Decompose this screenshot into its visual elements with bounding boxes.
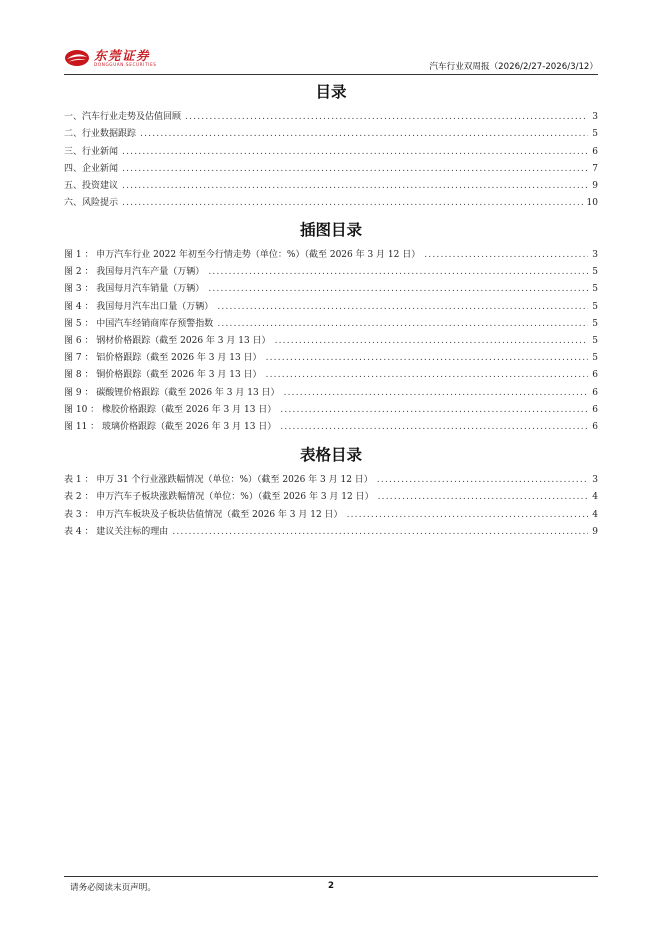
figure-entry-label: 图 11 ： 玻璃价格跟踪（截至 2026 年 3 月 13 日） xyxy=(64,421,277,432)
figure-entry[interactable] xyxy=(64,264,598,281)
toc-entry-label: 五、投资建议 xyxy=(64,181,119,192)
toc-entry[interactable] xyxy=(64,126,598,143)
toc-entry[interactable] xyxy=(64,178,598,195)
dot-leader xyxy=(172,527,588,537)
dot-leader xyxy=(424,250,588,260)
dot-leader xyxy=(208,267,588,277)
dot-leader xyxy=(266,353,589,363)
figure-entry[interactable] xyxy=(64,350,598,367)
toc-entry-page: 9 xyxy=(592,181,598,192)
figure-entry-label: 图 9 ： 碳酸锂价格跟踪（截至 2026 年 3 月 13 日） xyxy=(64,387,280,398)
dot-leader xyxy=(208,284,588,294)
figure-entry[interactable] xyxy=(64,419,598,436)
figure-entry-page: 5 xyxy=(592,353,598,364)
company-logo xyxy=(64,46,156,70)
figure-entry[interactable] xyxy=(64,402,598,419)
dot-leader xyxy=(122,181,588,191)
figure-entry-page: 6 xyxy=(592,370,598,381)
table-entry-label: 表 3 ： 申万汽车板块及子板块估值情况（截至 2026 年 3 月 12 日） xyxy=(64,509,343,520)
figure-entry-label: 图 6 ： 钢材价格跟踪（截至 2026 年 3 月 13 日） xyxy=(64,335,271,346)
figure-entry-page: 5 xyxy=(592,267,598,278)
dot-leader xyxy=(280,405,588,415)
table-entry[interactable] xyxy=(64,472,598,489)
toc-list xyxy=(64,109,598,213)
dot-leader xyxy=(377,475,588,485)
figure-entry-page: 5 xyxy=(592,318,598,329)
toc-entry[interactable] xyxy=(64,109,598,126)
figure-entry-label: 图 1 ： 申万汽车行业 2022 年初至今行情走势（单位：%）（截至 2026 年 3 月 12 日） xyxy=(64,250,421,260)
dot-leader xyxy=(122,164,588,174)
toc-entry-page: 3 xyxy=(592,112,598,122)
toc-entry-label: 六、风险提示 xyxy=(64,198,119,209)
table-entry-page: 4 xyxy=(592,509,598,520)
figure-entry-label: 图 10 ： 橡胶价格跟踪（截至 2026 年 3 月 13 日） xyxy=(64,404,277,415)
figure-entry-label: 图 3 ： 我国每月汽车销量（万辆） xyxy=(64,284,205,295)
figure-entry-label: 图 4 ： 我国每月汽车出口量（万辆） xyxy=(64,301,214,312)
toc-entry-page: 6 xyxy=(592,146,598,157)
dot-leader xyxy=(217,302,588,312)
figure-entry-page: 6 xyxy=(592,421,598,432)
figure-entry[interactable] xyxy=(64,385,598,402)
toc-entry-label: 四、企业新闻 xyxy=(64,163,119,174)
figure-entry-label: 图 5 ： 中国汽车经销商库存预警指数 xyxy=(64,318,214,329)
table-entry-label: 表 1 ： 申万 31 个行业涨跌幅情况（单位：%）（截至 2026 年 3 月 12 日） xyxy=(64,475,373,485)
figure-entry-page: 3 xyxy=(592,250,598,260)
logo-english-name: DONGGUAN SECURITIES xyxy=(94,61,157,67)
table-entry-page: 9 xyxy=(592,526,598,537)
figure-entry[interactable] xyxy=(64,281,598,298)
table-entry-label: 表 2 ： 申万汽车子板块涨跌幅情况（单位：%）（截至 2026 年 3 月 12 日） xyxy=(64,492,374,503)
toc-entry-page: 10 xyxy=(586,198,598,209)
page-number: 2 xyxy=(328,881,334,891)
toc-entry-label: 一、汽车行业走势及估值回顾 xyxy=(64,112,182,122)
figure-entry[interactable] xyxy=(64,299,598,316)
table-entry-page: 4 xyxy=(592,492,598,503)
dot-leader xyxy=(217,319,588,329)
figure-entry-label: 图 8 ： 铜价格跟踪（截至 2026 年 3 月 13 日） xyxy=(64,370,262,381)
dot-leader xyxy=(266,370,589,380)
figure-entry-page: 5 xyxy=(592,335,598,346)
dot-leader xyxy=(378,492,589,502)
logo-emblem-icon xyxy=(64,49,90,67)
header-divider xyxy=(64,74,598,75)
figure-entry-page: 6 xyxy=(592,387,598,398)
dot-leader xyxy=(185,112,588,122)
dot-leader xyxy=(347,510,589,520)
toc-entry[interactable] xyxy=(64,144,598,161)
logo-chinese-name: 东莞证券 xyxy=(94,47,151,63)
report-title: 汽车行业双周报（2026/2/27-2026/3/12） xyxy=(429,62,598,72)
figure-entry[interactable] xyxy=(64,333,598,350)
disclaimer-note: 请务必阅读末页声明。 xyxy=(70,883,156,893)
table-entry-page: 3 xyxy=(592,475,598,485)
figure-entry[interactable] xyxy=(64,316,598,333)
figures-toc-title: 插图目录 xyxy=(299,221,362,239)
figure-entry-page: 5 xyxy=(592,284,598,295)
figure-entry[interactable] xyxy=(64,247,598,264)
toc-entry[interactable] xyxy=(64,161,598,178)
toc-entry-page: 5 xyxy=(592,129,598,140)
tables-toc-list xyxy=(64,472,598,541)
figure-entry-page: 6 xyxy=(592,404,598,415)
tables-toc-title: 表格目录 xyxy=(299,446,362,464)
dot-leader xyxy=(140,129,588,139)
dot-leader xyxy=(122,147,588,157)
page-header xyxy=(64,46,598,74)
dot-leader xyxy=(284,388,589,398)
table-entry[interactable] xyxy=(64,489,598,506)
table-entry-label: 表 4 ： 建议关注标的理由 xyxy=(64,526,169,537)
figure-entry[interactable] xyxy=(64,367,598,384)
toc-title: 目录 xyxy=(315,83,347,101)
toc-entry[interactable] xyxy=(64,195,598,212)
table-entry[interactable] xyxy=(64,507,598,524)
figure-entry-page: 5 xyxy=(592,301,598,312)
table-entry[interactable] xyxy=(64,524,598,541)
toc-entry-label: 二、行业数据跟踪 xyxy=(64,129,137,140)
figures-toc-list xyxy=(64,247,598,436)
dot-leader xyxy=(122,198,583,208)
toc-entry-label: 三、行业新闻 xyxy=(64,146,119,157)
toc-entry-page: 7 xyxy=(592,163,598,174)
dot-leader xyxy=(275,336,589,346)
footer-divider xyxy=(64,876,598,877)
dot-leader xyxy=(280,422,588,432)
figure-entry-label: 图 2 ： 我国每月汽车产量（万辆） xyxy=(64,267,205,278)
figure-entry-label: 图 7 ： 铝价格跟踪（截至 2026 年 3 月 13 日） xyxy=(64,353,262,364)
